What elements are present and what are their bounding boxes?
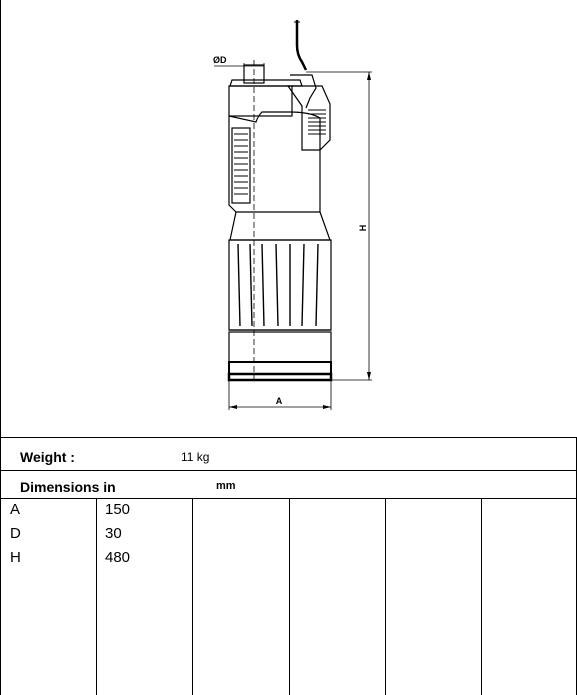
pump-base	[229, 332, 331, 362]
dimension-value-d: 30	[105, 525, 122, 542]
motor-body	[229, 112, 320, 212]
column-divider	[385, 498, 386, 695]
dimension-name-d: D	[10, 525, 21, 542]
dimension-value-h: 480	[105, 549, 131, 566]
table-top-rule	[0, 437, 577, 438]
column-divider	[96, 498, 97, 695]
column-divider	[192, 498, 193, 695]
width-label: A	[275, 396, 283, 406]
diameter-label: ØD	[213, 55, 227, 65]
power-cable	[297, 20, 306, 70]
height-label: H	[358, 224, 368, 232]
column-divider	[481, 498, 482, 695]
dimensions-unit: mm	[216, 480, 236, 492]
switch-grille	[308, 110, 326, 134]
side-vent	[232, 128, 250, 203]
dimension-name-h: H	[10, 549, 21, 566]
dimension-lines	[214, 63, 372, 410]
dimensions-label: Dimensions in	[20, 479, 116, 495]
weight-row-rule	[0, 470, 577, 471]
dimension-value-a: 150	[105, 501, 131, 518]
weight-label: Weight :	[20, 449, 75, 465]
weight-value: 11 kg	[181, 450, 210, 464]
column-divider	[289, 498, 290, 695]
dimension-name-a: A	[10, 501, 21, 518]
